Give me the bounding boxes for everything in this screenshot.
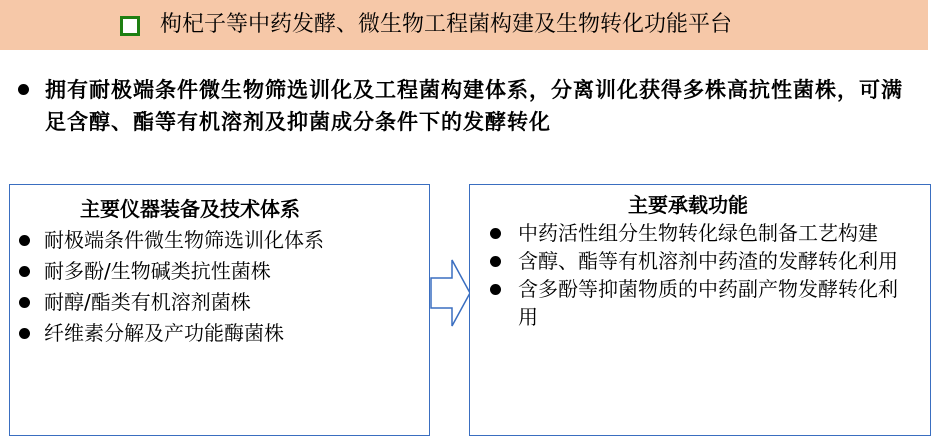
list-item: [16, 318, 421, 349]
page-title: 枸杞子等中药发酵、微生物工程菌构建及生物转化功能平台: [160, 12, 733, 37]
bullet-icon: [18, 84, 29, 95]
bullet-icon: [490, 256, 501, 267]
equipment-panel-heading: 主要仪器装备及技术体系: [80, 197, 300, 221]
intro-paragraph: [18, 74, 918, 138]
hollow-square-icon: [120, 16, 140, 36]
functions-panel: [469, 184, 931, 436]
bullet-icon: [19, 266, 30, 277]
list-item-text: 含醇、酯等有机溶剂中药渣的发酵转化利用: [518, 249, 898, 273]
list-item: [16, 256, 421, 287]
right-arrow-icon: [430, 258, 472, 328]
list-item: [488, 219, 916, 247]
functions-panel-heading: 主要承载功能: [628, 193, 748, 217]
list-item-text: 中药活性组分生物转化绿色制备工艺构建: [518, 221, 878, 245]
list-item: [488, 247, 916, 275]
list-item-text: 耐极端条件微生物筛选训化体系: [44, 228, 324, 252]
list-item-text: 含多酚等抑菌物质的中药副产物发酵转化利用: [518, 277, 898, 329]
equipment-list: [16, 225, 421, 349]
bullet-icon: [490, 228, 501, 239]
bullet-icon: [19, 297, 30, 308]
list-item-text: 纤维素分解及产功能酶菌株: [44, 321, 284, 345]
functions-list: [488, 219, 916, 331]
title-bar: [0, 0, 928, 50]
bullet-icon: [19, 235, 30, 246]
bullet-icon: [490, 284, 501, 295]
list-item: [16, 287, 421, 318]
list-item: [488, 275, 916, 331]
list-item: [16, 225, 421, 256]
list-item-text: 耐多酚/生物碱类抗性菌株: [44, 259, 271, 283]
intro-text: 拥有耐极端条件微生物筛选训化及工程菌构建体系，分离训化获得多株高抗性菌株，可满足含醇、酯等有机溶剂及抑菌成分条件下的发酵转化: [45, 77, 903, 134]
bullet-icon: [19, 328, 30, 339]
list-item-text: 耐醇/酯类有机溶剂菌株: [44, 290, 251, 314]
equipment-panel: [9, 184, 430, 436]
